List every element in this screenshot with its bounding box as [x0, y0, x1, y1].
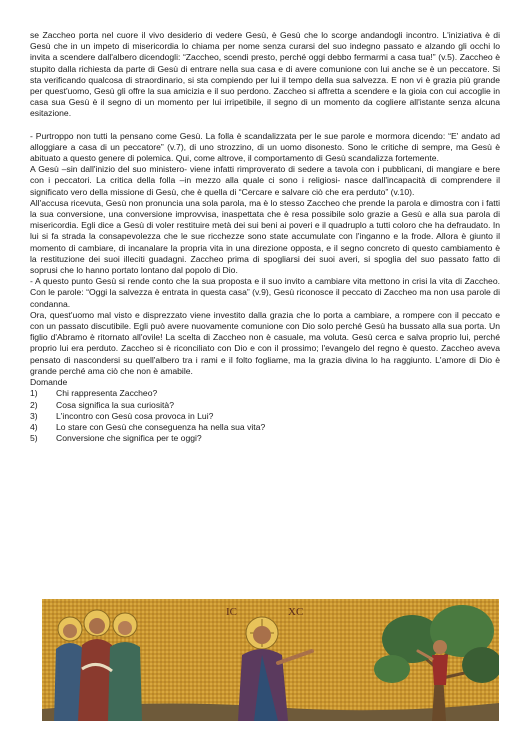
inscription-right: XC: [288, 606, 304, 618]
question-number: 3): [30, 410, 38, 421]
question-number: 1): [30, 388, 38, 399]
question-text: Lo stare con Gesù che conseguenza ha nella sua vita?: [56, 421, 266, 432]
paragraph-crowd-murmurs: - Purtroppo non tutti la pensano come Gesù. La folla è scandalizzata per le sue parole e mormora dicendo: “E' andato ad alloggiare a casa di un peccatore” (v.7), di uno strozzino, di un uomo disonesto. Sono le critiche di sempre, ma Gesù è abituato a questo genere di polemica. Qui, come altrove, il comportamento di Gesù scandalizza fortemente.: [30, 130, 500, 164]
questions-list: [30, 388, 500, 444]
mosaic-illustration: [42, 599, 499, 721]
questions-heading: Domande: [30, 377, 68, 388]
question-item: [30, 411, 500, 422]
paragraph-gap: [30, 120, 500, 131]
paragraph-zaccheo-invited: se Zaccheo porta nel cuore il vivo desiderio di vedere Gesù, è Gesù che lo scorge andandogli incontro. L'iniziativa è di Gesù che in un impeto di misericordia lo chiama per nome senza curarsi del suo indegno passato e alzando gli occhi lo invita a scendere dall'albero dicendogli: “Zaccheo, scendi presto, perché oggi debbo fermarmi a casa tua!” (v.5). Zaccheo è stupito dalla richiesta da parte di Gesù di entrare nella sua casa e di avere comunione con lui anche se è un peccatore. Si sta verificando qualcosa di straordinario, si sta compiendo per lui il tempo della sua salvezza. E non vi è grazia più grande per quest'uomo, Gesù gli offre la sua amicizia e il suo perdono. Zaccheo si affretta a scendere e la gioia con cui accoglie in casa sua Gesù è il segno di un momento per lui irripetibile, il segno di un momento da cogliere all'istante senza alcuna esitazione.: [30, 30, 500, 119]
question-text: Conversione che significa per te oggi?: [56, 433, 202, 444]
document-body: [30, 30, 500, 444]
paragraph-conversion: All'accusa ricevuta, Gesù non pronuncia una sola parola, ma è lo stesso Zaccheo che prende la parola e dimostra con i fatti la sua conversione, una conversione improvvisa, inaspettata che è resa possibile solo grazie a Gesù e alla sua parola di misericordia. Egli dice a Gesù di voler restituire metà dei sui beni ai poveri e il quadruplo a tutti coloro che ha defraudato. In lui si fa strada la consapevolezza che le sue ricchezze sono state accumulate con l'inganno e la frode. Allora è giunto il momento di cambiare, di incanalare la propria vita in una direzione opposta, e il segno concreto di questo cambiamento è la restituzione dei suoi illeciti guadagni. Zaccheo prima di spogliarsi dei suoi averi, si spoglia del suo passato fatto di soprusi che lo hanno portato lontano dal popolo di Dio.: [30, 197, 500, 276]
zacchaeus-mosaic-image: [42, 599, 499, 721]
question-number: 2): [30, 399, 38, 410]
inscription-left: IC: [226, 606, 237, 618]
question-item: [30, 422, 500, 433]
question-number: 4): [30, 421, 38, 432]
question-text: Chi rappresenta Zaccheo?: [56, 388, 158, 399]
question-number: 5): [30, 433, 38, 444]
paragraph-grace: Ora, quest'uomo mal visto e disprezzato viene investito dalla grazia che lo porta a cambiare, a rompere con il peccato e con un passato discutibile. Egli può avere nuovamente comunione con Dio solo perché Gesù ha bussato alla sua porta. Un figlio d'Abramo è ritornato all'ovile! La scelta di Zaccheo non è casuale, ma voluta. Gesù cerca e salva proprio lui, perché proprio lui era perduto. Zaccheo si è riconciliato con Dio e con il prossimo; l'evangelo del regno è questo. Zaccheo aveva pensato di nascondersi su quell'albero tra i rami e il folto fogliame, ma la grazia divina lo ha raggiunto. L'amore di Dio è grande perché ama ciò che non è amabile.: [30, 309, 500, 376]
question-text: Cosa significa la sua curiosità?: [56, 399, 174, 410]
paragraph-criticism: A Gesù –sin dall'inizio del suo ministero- viene infatti rimproverato di sedere a tavola con i pubblicani, di mangiare e bere con i peccatori. La critica della folla –in mezzo alla quale ci sono i religiosi- nasce dall'incapacità di comprendere il significato vero della missione di Gesù, che è quella di “Cercare e salvare ciò che era perduto” (v.10).: [30, 164, 500, 197]
question-text: L'incontro con Gesù cosa provoca in Lui?: [56, 410, 214, 421]
question-item: [30, 433, 500, 444]
apostles-group: [54, 610, 142, 721]
paragraph-salvation: - A questo punto Gesù si rende conto che la sua proposta e il suo invito a cambiare vita mettono in crisi la vita di Zaccheo. Con le parole: “Oggi la salvezza è entrata in questa casa” (v.9), Gesù riconosce il peccato di Zaccheo ma non usa parole di condanna.: [30, 276, 500, 309]
question-item: [30, 400, 500, 411]
question-item: [30, 388, 500, 399]
